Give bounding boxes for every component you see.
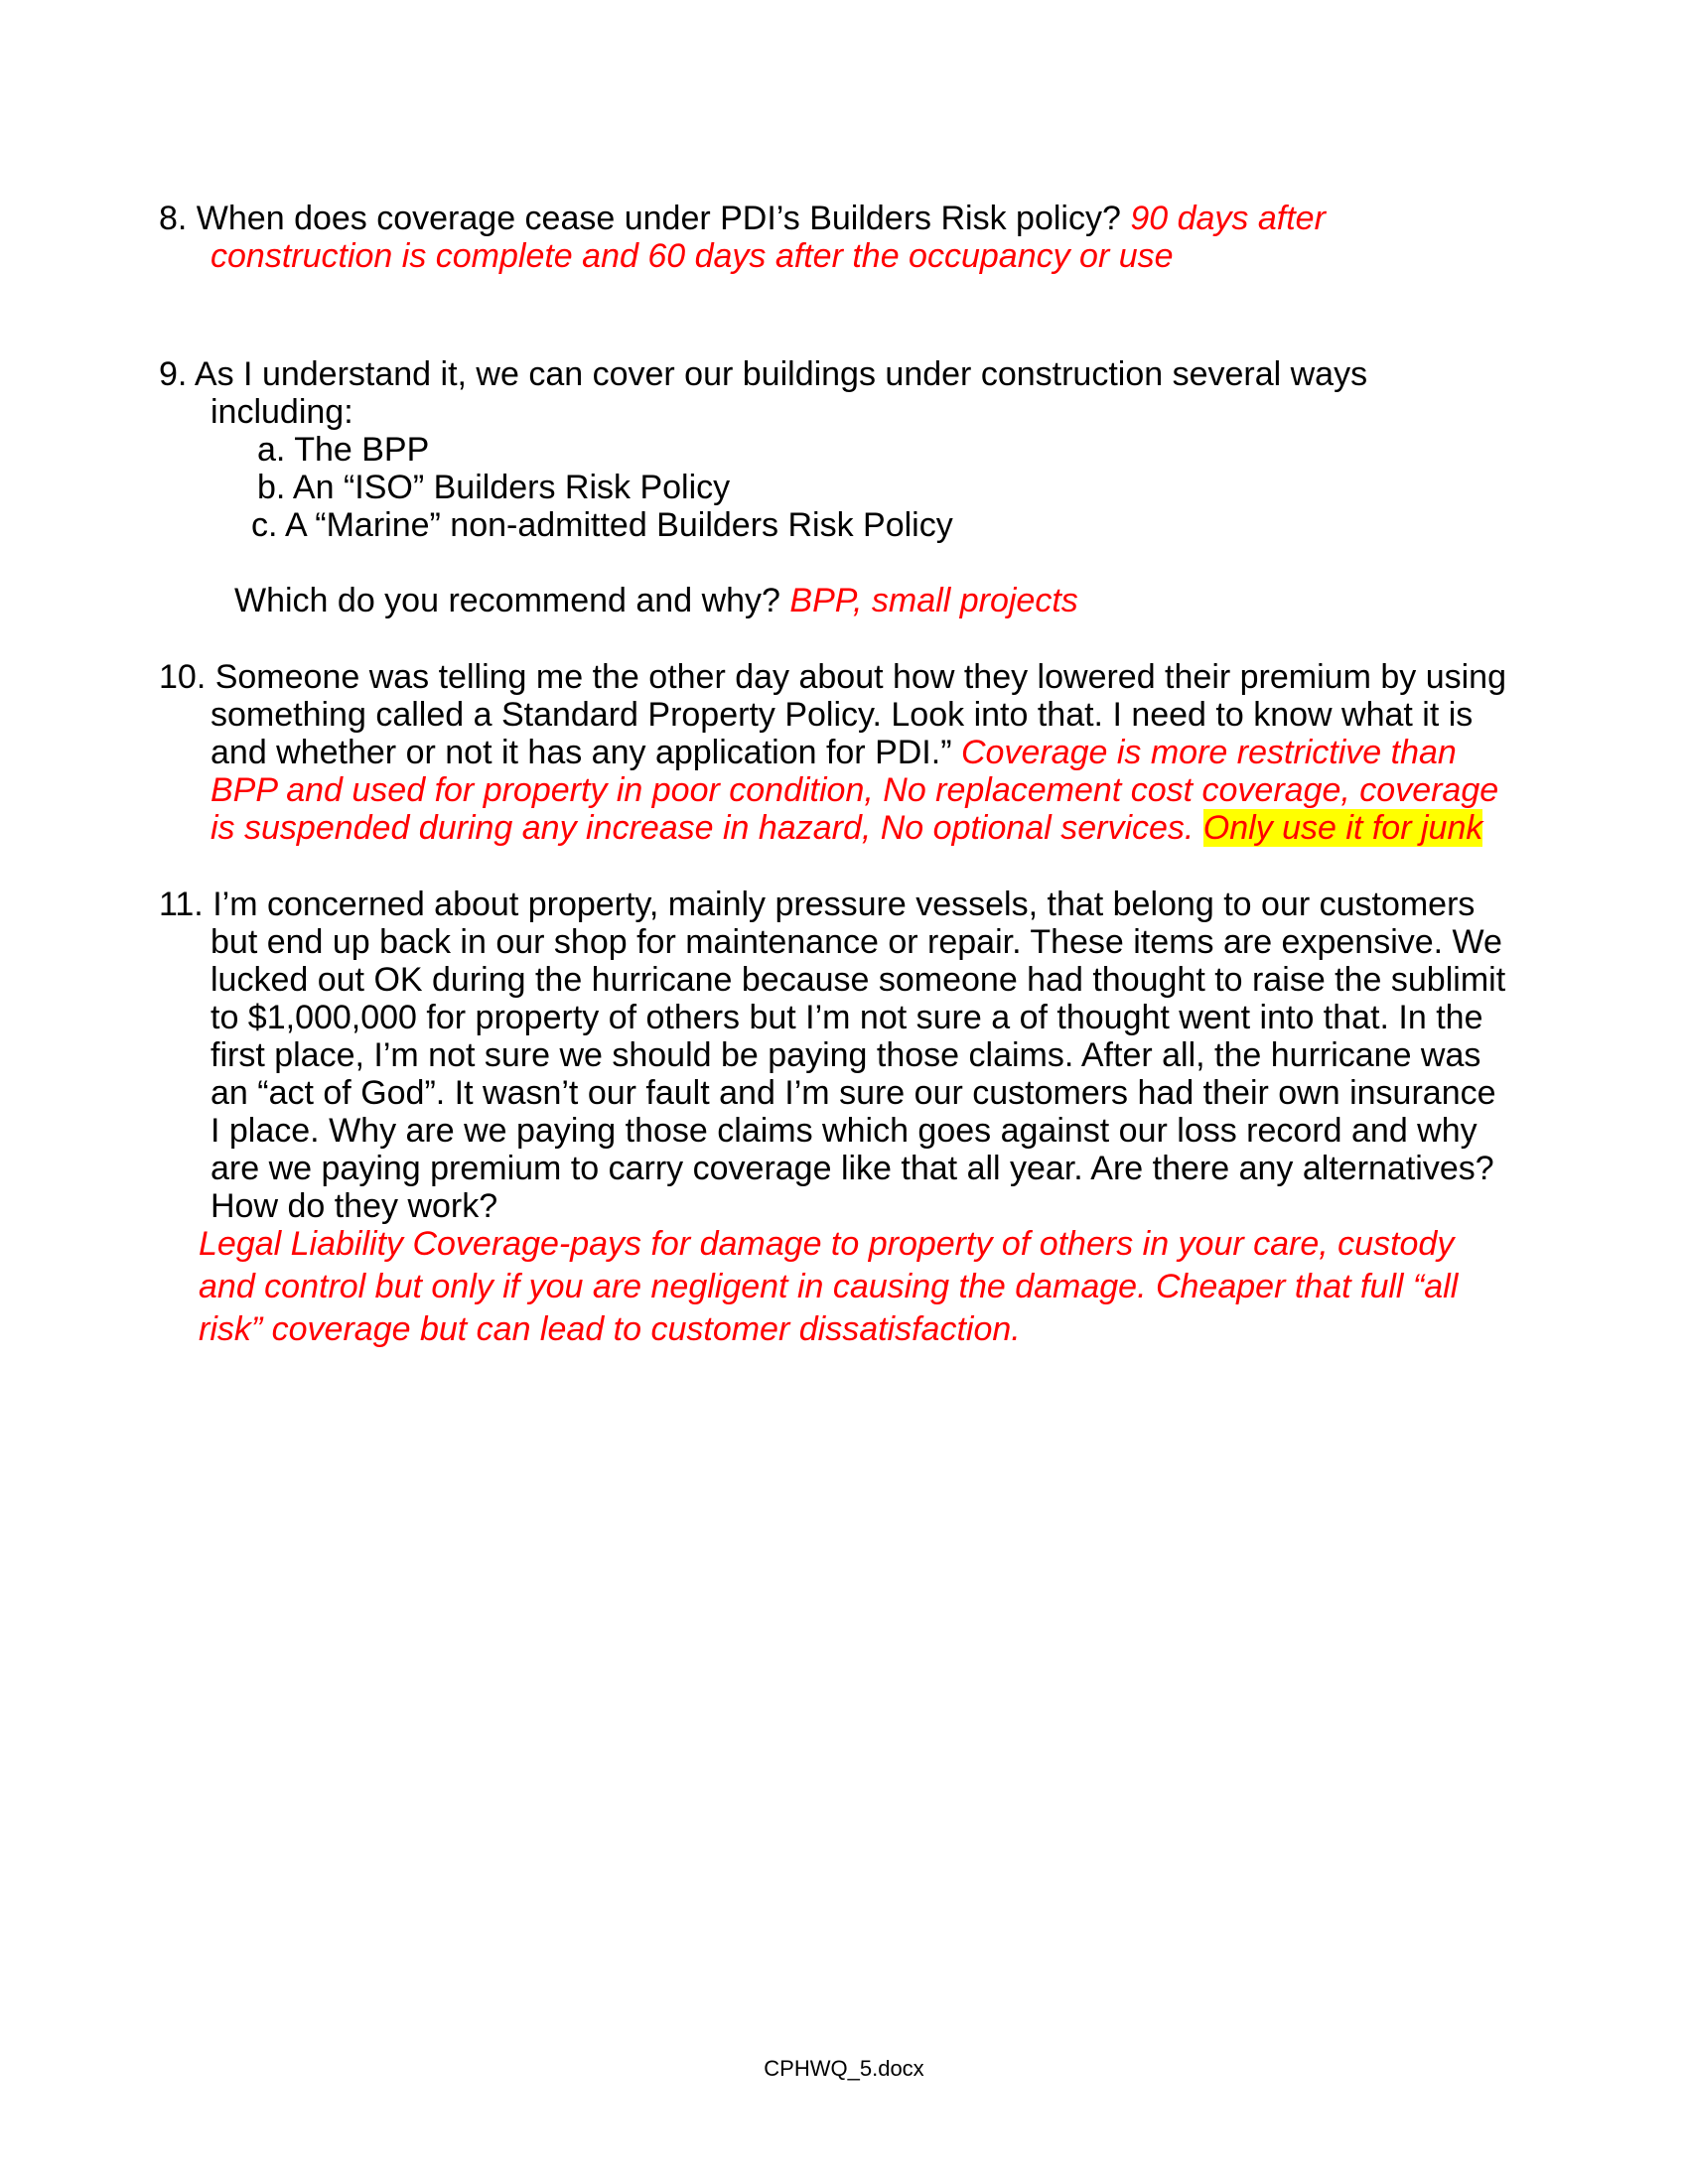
question-9-prompt-line — [234, 582, 1078, 619]
question-11-line-7: I place. Why are we paying those claims which goes against our loss record and why — [211, 1112, 1477, 1150]
question-11-answer-line-2: and control but only if you are negligent in causing the damage. Cheaper that full “all — [199, 1268, 1459, 1305]
question-11-line-9: How do they work? — [211, 1187, 498, 1225]
question-11-line-6: an “act of God”. It wasn’t our fault and I’m sure our customers had their own insurance — [211, 1074, 1496, 1112]
question-11-answer-line-3: risk” coverage but can lead to customer dissatisfaction. — [199, 1310, 1021, 1348]
question-11-line-5: first place, I’m not sure we should be paying those claims. After all, the hurricane was — [211, 1036, 1481, 1074]
question-11-answer-line-1: Legal Liability Coverage-pays for damage to property of others in your care, custody — [199, 1225, 1455, 1263]
footer-filename: CPHWQ_5.docx — [764, 2056, 924, 2081]
question-11-line-3: lucked out OK during the hurricane because someone had thought to raise the sublimit — [211, 961, 1506, 999]
question-10-answer-part-2: BPP and used for property in poor condition, No replacement cost coverage, coverage — [211, 771, 1499, 809]
question-10-line-1: 10. Someone was telling me the other day about how they lowered their premium by using — [159, 658, 1506, 696]
question-10-text-end: and whether or not it has any application for PDI.” — [211, 734, 961, 771]
question-8-text: 8. When does coverage cease under PDI’s Builders Risk policy? — [159, 200, 1131, 237]
question-9-option-a: a. The BPP — [257, 431, 430, 469]
question-9-option-c: c. A “Marine” non-admitted Builders Risk Policy — [251, 506, 953, 544]
question-10-line-3 — [211, 734, 1457, 771]
question-8-answer-part-1: 90 days after — [1130, 200, 1326, 237]
question-10-answer-part-3: is suspended during any increase in hazard, No optional services. — [211, 809, 1203, 847]
question-8-answer-part-2: construction is complete and 60 days after the occupancy or use — [211, 237, 1174, 275]
question-9-line-2: including: — [211, 393, 353, 431]
question-8-line-1 — [159, 200, 1326, 237]
question-11-line-4: to $1,000,000 for property of others but I’m not sure a of thought went into that. In the — [211, 999, 1483, 1036]
question-10-highlighted-answer: Only use it for junk — [1202, 809, 1483, 847]
question-9-option-b: b. An “ISO” Builders Risk Policy — [257, 469, 731, 506]
question-10-answer-part-1: Coverage is more restrictive than — [960, 734, 1457, 771]
question-11-line-8: are we paying premium to carry coverage like that all year. Are there any alternatives? — [211, 1150, 1494, 1187]
question-10-line-2: something called a Standard Property Policy. Look into that. I need to know what it is — [211, 696, 1474, 734]
question-9-prompt: Which do you recommend and why? — [234, 582, 790, 619]
question-9-answer: BPP, small projects — [789, 582, 1078, 619]
question-11-line-2: but end up back in our shop for maintenance or repair. These items are expensive. We — [211, 923, 1502, 961]
question-9-line-1: 9. As I understand it, we can cover our buildings under construction several ways — [159, 355, 1368, 393]
question-11-line-1: 11. I’m concerned about property, mainly pressure vessels, that belong to our customers — [159, 886, 1476, 923]
question-10-answer-line-3 — [211, 809, 1482, 847]
